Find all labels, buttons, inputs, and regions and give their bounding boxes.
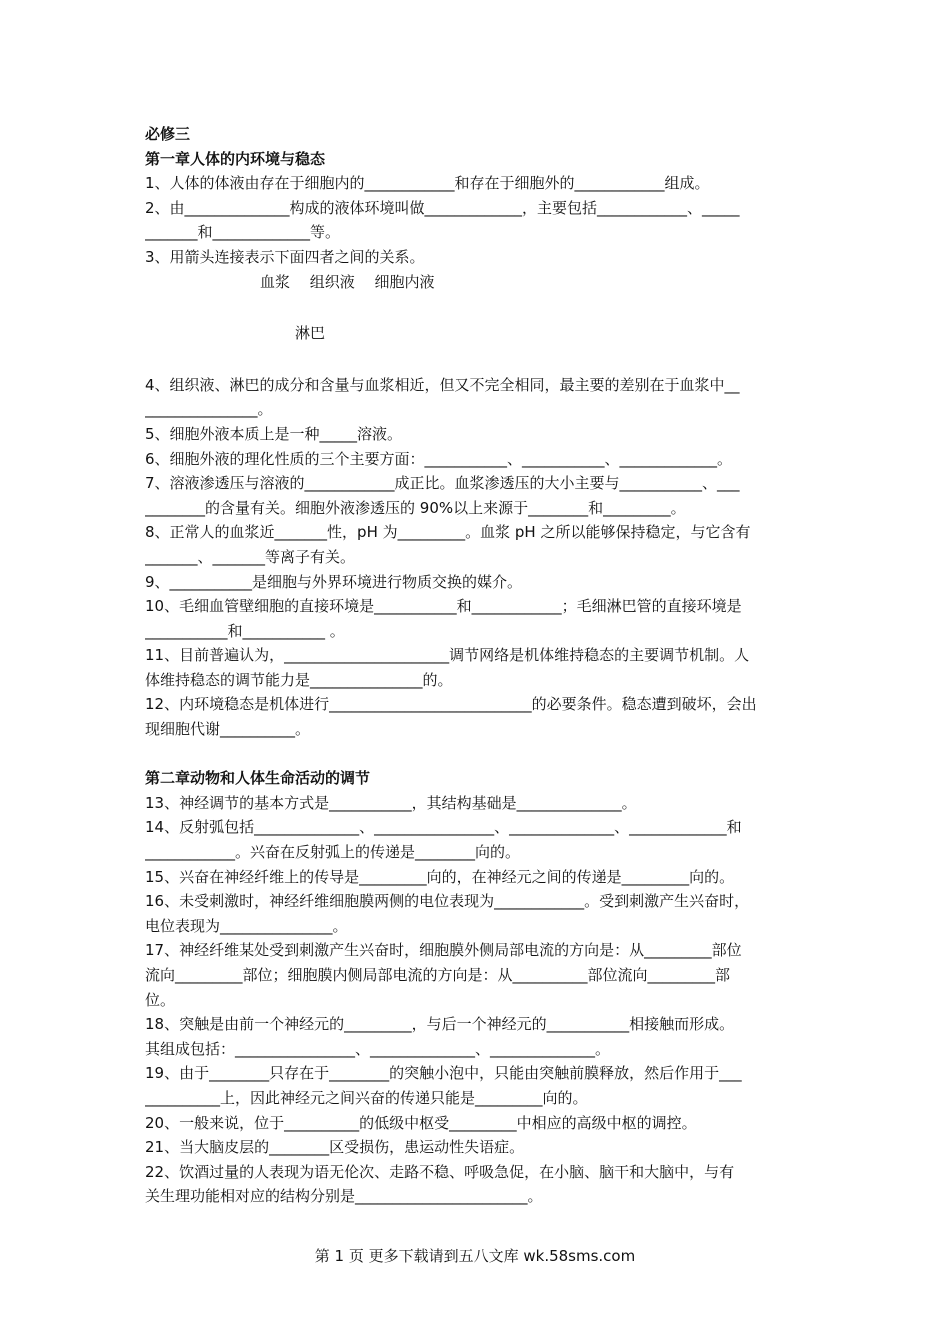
question-21: 21、当大脑皮层的________区受损伤，患运动性失语症。 [145, 1138, 525, 1157]
question-12: 12、内环境稳态是机体进行___________________________的必要条件。稳态遭到破坏，会出 [145, 695, 757, 714]
question-8-cont: _______、_______等离子有关。 [145, 547, 356, 566]
question-17-cont: 流向_________部位；细胞膜内侧局部电流的方向是：从__________部位流向_________部 [145, 966, 731, 984]
question-6: 6、细胞外液的理化性质的三个主要方面：___________、___________、_____________。 [145, 449, 733, 468]
question-19: 19、由于________只存在于________的突触小泡中，只能由突触前膜释放，然后作用于___ [145, 1064, 742, 1083]
question-3-lymph: 淋巴 [295, 324, 326, 343]
question-15: 15、兴奋在神经纤维上的传导是_________向的，在神经元之间的传递是_________向的。 [145, 867, 735, 886]
question-8: 8、正常人的血浆近_______性，pH 为_________。血浆 pH 之所以能够保持稳定，与它含有 [145, 523, 751, 542]
question-3: 3、用箭头连接表示下面四者之间的关系。 [145, 247, 425, 266]
document-body [145, 122, 810, 1209]
question-4-cont: _______________。 [145, 400, 273, 419]
question-11-cont: 体维持稳态的调节能力是_______________的。 [145, 670, 453, 689]
question-17-end: 位。 [145, 990, 176, 1009]
question-5: 5、细胞外液本质上是一种_____溶液。 [145, 424, 403, 443]
chapter-2-heading: 第二章动物和人体生命活动的调节 [145, 769, 371, 788]
question-7: 7、溶液渗透压与溶液的____________成正比。血浆渗透压的大小主要与___________、___ [145, 474, 740, 493]
question-13: 13、神经调节的基本方式是___________，其结构基础是______________。 [145, 793, 637, 812]
question-1: 1、人体的体液由存在于细胞内的____________和存在于细胞外的____________组成。 [145, 174, 710, 193]
question-18-cont: 其组成包括：________________、______________、______________。 [145, 1039, 611, 1058]
question-14-cont: ____________。兴奋在反射弧上的传递是________向的。 [145, 843, 521, 862]
question-16-cont: 电位表现为_______________。 [145, 916, 348, 935]
question-9: 9、___________是细胞与外界环境进行物质交换的媒介。 [145, 572, 523, 591]
question-2-cont: _______和_____________等。 [145, 223, 341, 242]
question-17: 17、神经纤维某处受到刺激产生兴奋时，细胞膜外侧局部电流的方向是：从_________部位 [145, 941, 742, 960]
question-14: 14、反射弧包括______________、________________、______________、_____________和 [145, 818, 742, 837]
question-11: 11、目前普遍认为，______________________调节网络是机体维持稳态的主要调节机制。人 [145, 646, 750, 665]
question-22-cont: 关生理功能相对应的结构分别是_______________________。 [145, 1187, 543, 1206]
question-7-cont: ________的含量有关。细胞外液渗透压的 90%以上来源于________和_________。 [145, 498, 686, 517]
question-19-cont: __________上，因此神经元之间兴奋的传递只能是_________向的。 [145, 1088, 588, 1107]
question-12-cont: 现细胞代谢__________。 [145, 720, 311, 739]
question-22: 22、饮酒过量的人表现为语无伦次、走路不稳、呼吸急促，在小脑、脑干和大脑中，与有 [145, 1162, 735, 1181]
question-2: 2、由______________构成的液体环境叫做_____________，主要包括____________、_____ [145, 198, 740, 217]
question-10: 10、毛细血管壁细胞的直接环境是___________和____________；毛细淋巴管的直接环境是 [145, 597, 742, 616]
page-footer: 第 1 页 更多下载请到五八文库 wk.58sms.com [314, 1247, 636, 1265]
question-10-cont: ___________和___________ 。 [145, 621, 345, 640]
question-3-terms: 血浆 组织液 细胞内液 [260, 272, 435, 291]
question-4: 4、组织液、淋巴的成分和含量与血浆相近，但又不完全相同，最主要的差别在于血浆中__ [145, 375, 740, 394]
chapter-1-heading: 第一章人体的内环境与稳态 [145, 149, 326, 168]
question-16: 16、未受刺激时，神经纤维细胞膜两侧的电位表现为____________。受到刺激产生兴奋时， [145, 892, 750, 911]
document-title: 必修三 [145, 125, 191, 143]
question-18: 18、突触是由前一个神经元的_________，与后一个神经元的___________相接触而形成。 [145, 1015, 735, 1034]
question-20: 20、一般来说，位于__________的低级中枢受_________中相应的高级中枢的调控。 [145, 1113, 697, 1132]
